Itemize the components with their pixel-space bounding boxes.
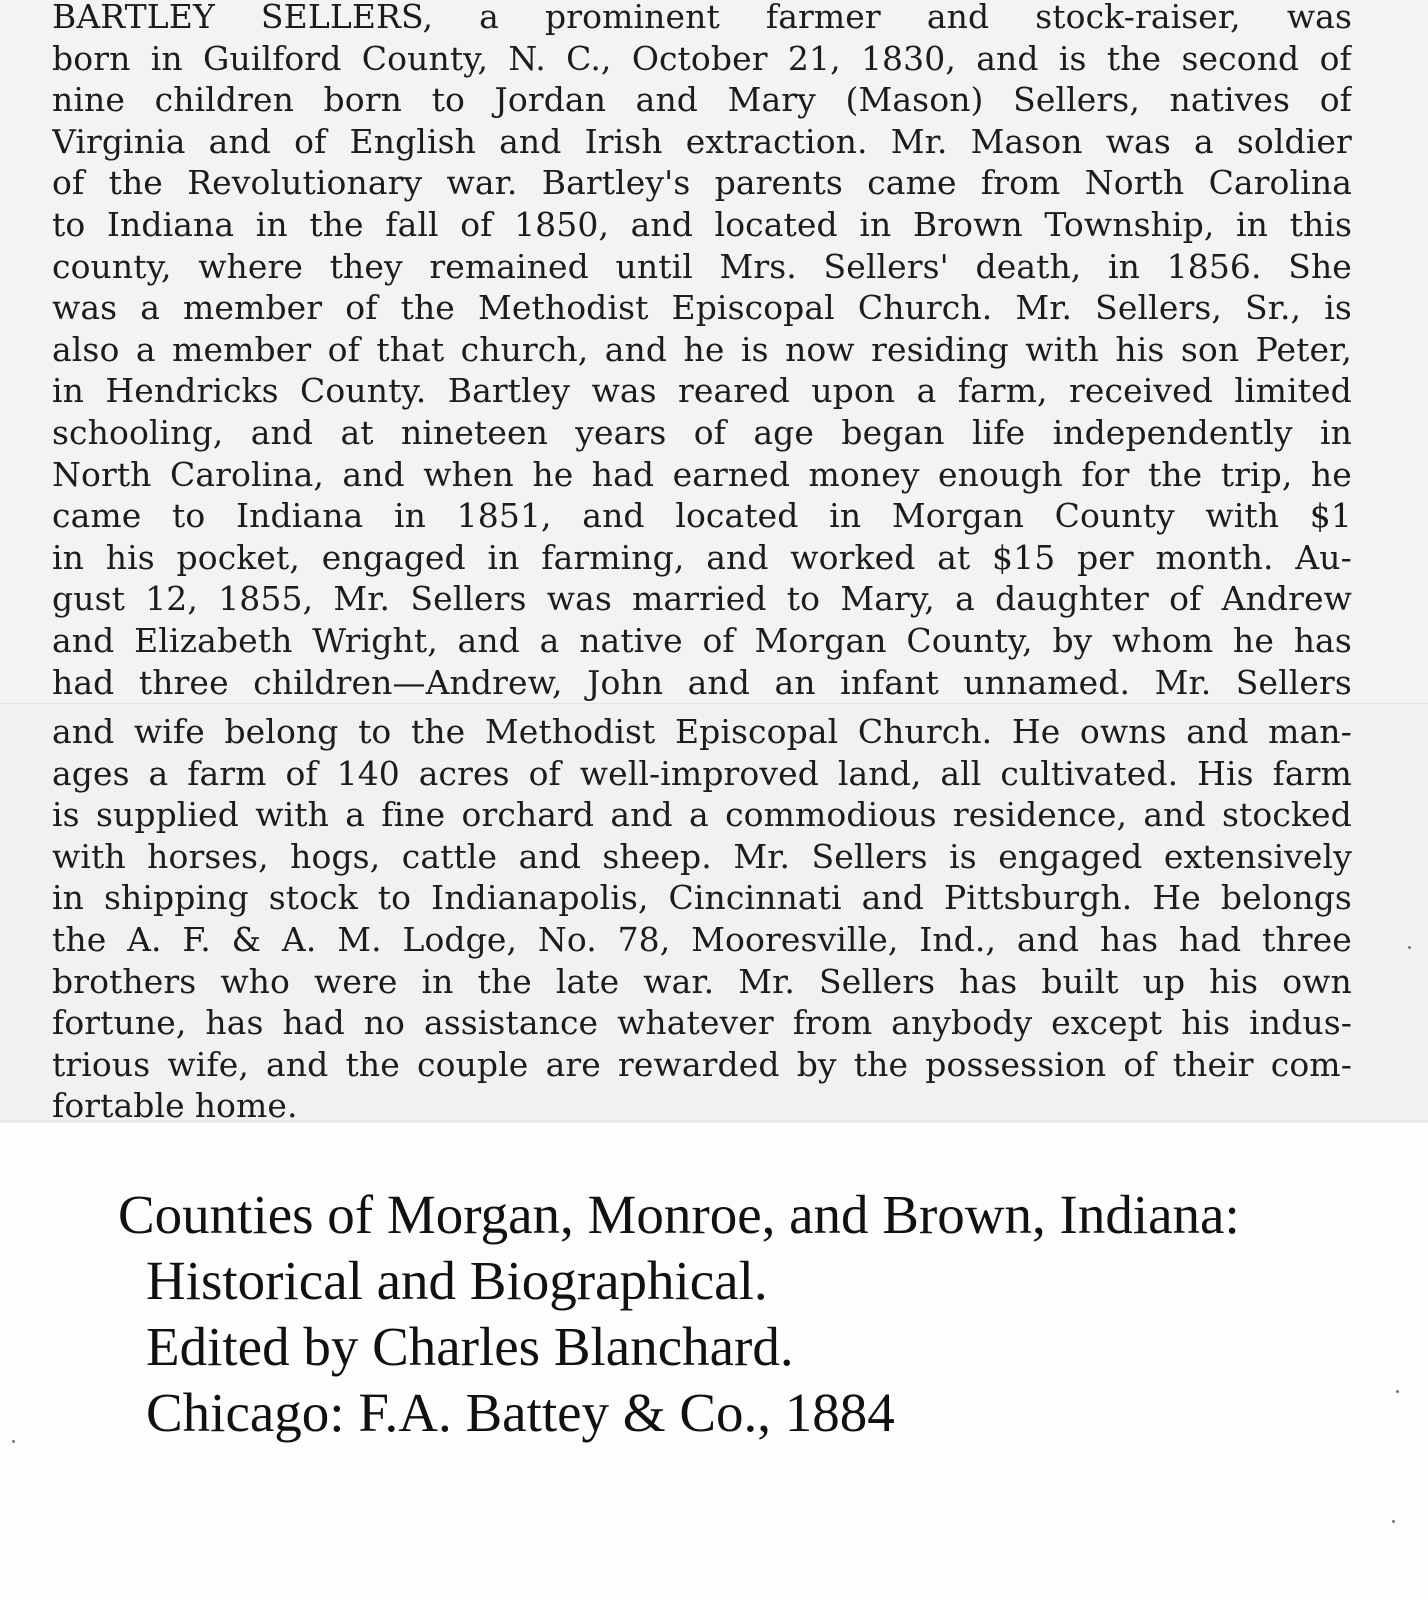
biography-line: North Carolina, and when he had earned money enough for the trip, he <box>52 454 1352 494</box>
biography-line: brothers who were in the late war. Mr. Sellers has built up his own <box>52 961 1352 1001</box>
biography-line: and wife belong to the Methodist Episcopal Church. He owns and man- <box>52 712 1352 752</box>
biography-line: is supplied with a fine orchard and a commodious residence, and stocked <box>52 795 1352 835</box>
biography-line: was a member of the Methodist Episcopal Church. Mr. Sellers, Sr., is <box>52 288 1352 328</box>
citation-title-line2: Historical and Biographical. <box>146 1250 768 1311</box>
scan-speck <box>1408 946 1411 949</box>
scan-speck <box>1396 1390 1399 1393</box>
biography-line: in his pocket, engaged in farming, and worked at $15 per month. Au- <box>52 537 1352 577</box>
biography-line: to Indiana in the fall of 1850, and located in Brown Township, in this <box>52 204 1352 244</box>
biography-text <box>52 0 1352 1127</box>
source-citation <box>118 1182 1240 1446</box>
scan-speck <box>1392 1520 1395 1523</box>
citation-title-line1: Counties of Morgan, Monroe, and Brown, Indiana: <box>118 1184 1240 1245</box>
scan-speck <box>12 1440 15 1443</box>
biography-line: Virginia and of English and Irish extraction. Mr. Mason was a soldier <box>52 121 1352 161</box>
biography-line: had three children—Andrew, John and an infant unnamed. Mr. Sellers <box>52 662 1352 702</box>
biography-line: county, where they remained until Mrs. Sellers' death, in 1856. She <box>52 246 1352 286</box>
biography-line: ages a farm of 140 acres of well-improved land, all cultivated. His farm <box>52 753 1352 793</box>
biography-line: fortune, has had no assistance whatever from anybody except his indus- <box>52 1003 1352 1043</box>
citation-publisher: Chicago: F.A. Battey & Co., 1884 <box>146 1382 895 1443</box>
biography-line: of the Revolutionary war. Bartley's parents came from North Carolina <box>52 163 1352 203</box>
biography-line: nine children born to Jordan and Mary (Mason) Sellers, natives of <box>52 80 1352 120</box>
biography-line: fortable home. <box>52 1086 298 1126</box>
biography-line: schooling, and at nineteen years of age began life independently in <box>52 412 1352 452</box>
biography-line: with horses, hogs, cattle and sheep. Mr. Sellers is engaged extensively <box>52 836 1352 876</box>
biography-line: born in Guilford County, N. C., October 21, 1830, and is the second of <box>52 38 1352 78</box>
biography-line: the A. F. & A. M. Lodge, No. 78, Mooresville, Ind., and has had three <box>52 920 1352 960</box>
biography-line: gust 12, 1855, Mr. Sellers was married to Mary, a daughter of Andrew <box>52 579 1352 619</box>
biography-line: and Elizabeth Wright, and a native of Morgan County, by whom he has <box>52 620 1352 660</box>
biography-line: came to Indiana in 1851, and located in Morgan County with $1 <box>52 496 1352 536</box>
biography-line: in shipping stock to Indianapolis, Cincinnati and Pittsburgh. He belongs <box>52 878 1352 918</box>
biography-line: in Hendricks County. Bartley was reared upon a farm, received limited <box>52 371 1352 411</box>
biography-line: also a member of that church, and he is now residing with his son Peter, <box>52 329 1352 369</box>
biography-line: BARTLEY SELLERS, a prominent farmer and stock-raiser, was <box>52 0 1352 36</box>
citation-editor: Edited by Charles Blanchard. <box>146 1316 794 1377</box>
biography-line: trious wife, and the couple are rewarded by the possession of their com- <box>52 1044 1352 1084</box>
